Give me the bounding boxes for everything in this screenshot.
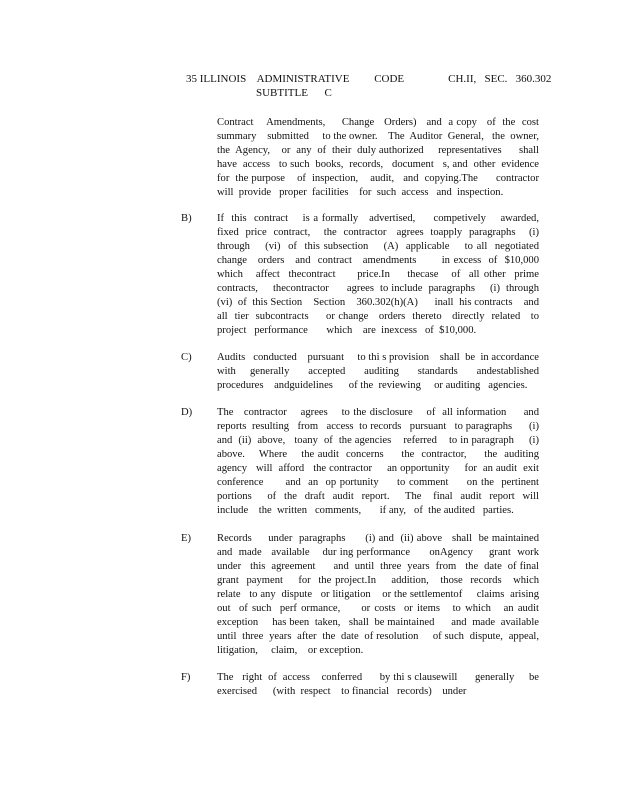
section-label: B) — [181, 213, 192, 224]
text-line: relate to any dispute or litigation or the settlementof claims arising — [217, 589, 539, 600]
text-line: litigation, claim, or exception. — [217, 645, 364, 656]
text-line: exercised (with respect to financial records) under — [217, 686, 467, 697]
text-line: contracts, thecontractor agrees to include paragraphs (i) through — [217, 283, 539, 294]
text-line: and made available dur ing performance onAgency grant work — [217, 547, 539, 558]
text-line: Audits conducted pursuant to thi s provision shall be in accordance — [217, 352, 539, 363]
text-line: until three years after the date of resolution of such dispute, appeal, — [217, 631, 539, 642]
text-line: under this agreement and until three years from the date of final — [217, 561, 539, 572]
text-line: with generally accepted auditing standards andestablished — [217, 366, 539, 377]
section-label: E) — [181, 533, 191, 544]
text-line: Records under paragraphs (i) and (ii) above shall be maintained — [217, 533, 539, 544]
section-text — [217, 671, 539, 699]
text-line: above. Where the audit concerns the contractor, the auditing — [217, 449, 539, 460]
text-line: change orders and contract amendments in excess of $10,000 — [217, 255, 539, 266]
text-line: project performance which are inexcess of $10,000. — [217, 325, 477, 336]
section-label: C) — [181, 352, 192, 363]
text-line: grant payment for the project.In addition, those records which — [217, 575, 539, 586]
section-text — [217, 351, 539, 393]
text-line: which affect thecontract price.In thecase of all other prime — [217, 269, 539, 280]
header-subtitle: SUBTITLE C — [256, 87, 332, 99]
section-label: D) — [181, 407, 193, 418]
text-line: portions of the draft audit report. The final audit report will — [217, 491, 539, 502]
text-line: all tier subcontracts or change orders thereto directly related to — [217, 311, 539, 322]
text-line: for the purpose of inspection, audit, and copying.The contractor — [217, 173, 539, 184]
section-label: F) — [181, 672, 191, 683]
intro-text — [217, 116, 539, 200]
text-line: reports resulting from access to records pursuant to paragraphs (i) — [217, 421, 539, 432]
header-citation: 35 ILLINOIS ADMINISTRATIVE CODE CH.II, SEC. 360.302 — [186, 73, 552, 85]
text-line: and (ii) above, toany of the agencies referred to in paragraph (i) — [217, 435, 539, 446]
text-line: Contract Amendments, Change Orders) and a copy of the cost — [217, 117, 539, 128]
text-line: summary submitted to the owner. The Auditor General, the owner, — [217, 131, 539, 142]
text-line: The right of access conferred by thi s clausewill generally be — [217, 672, 539, 683]
text-line: have access to such books, records, document s, and other evidence — [217, 159, 539, 170]
text-line: out of such perf ormance, or costs or items to which an audit — [217, 603, 539, 614]
text-line: agency will afford the contractor an opportunity for an audit exit — [217, 463, 539, 474]
text-line: through (vi) of this subsection (A) applicable to all negotiated — [217, 241, 539, 252]
text-line: procedures andguidelines of the reviewing or auditing agencies. — [217, 380, 528, 391]
text-line: include the written comments, if any, of the audited parties. — [217, 505, 514, 516]
text-line: will provide proper facilities for such access and inspection. — [217, 187, 504, 198]
page-header — [186, 72, 552, 100]
section-text — [217, 532, 539, 658]
text-line: the Agency, or any of their duly authorized representatives shall — [217, 145, 539, 156]
text-line: The contractor agrees to the disclosure of all information and — [217, 407, 539, 418]
text-line: If this contract is a formally advertised, competively awarded, — [217, 213, 539, 224]
text-line: exception has been taken, shall be maintained and made available — [217, 617, 539, 628]
section-text — [217, 406, 539, 518]
text-line: fixed price contract, the contractor agrees toapply paragraphs (i) — [217, 227, 539, 238]
section-text — [217, 212, 539, 338]
text-line: (vi) of this Section Section 360.302(h)(A) inall his contracts and — [217, 297, 539, 308]
text-line: conference and an op portunity to comment on the pertinent — [217, 477, 539, 488]
